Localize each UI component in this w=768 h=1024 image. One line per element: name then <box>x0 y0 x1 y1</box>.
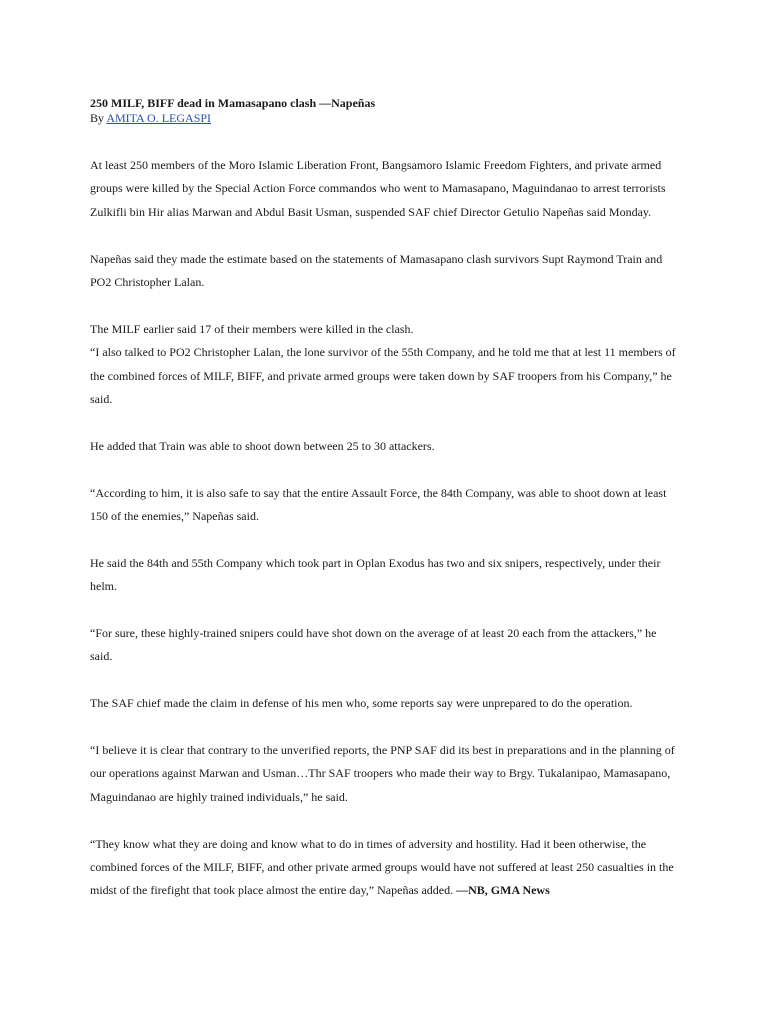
byline-prefix: By <box>90 111 107 125</box>
paragraph-9: The SAF chief made the claim in defense of his men who, some reports say were unprepared to do the operation. <box>90 696 633 711</box>
paragraph-6: “According to him, it is also safe to say that the entire Assault Force, the 84th Company, was able to shoot down at least 150 of the enemies,” Napeñas said. <box>90 485 667 524</box>
paragraph-4: “I also talked to PO2 Christopher Lalan, the lone survivor of the 55th Company, and he told me that at lest 11 members of the combined forces of MILF, BIFF, and private armed groups were taken down by SAF troopers from his Company,” he said. <box>90 345 676 407</box>
article-title: 250 MILF, BIFF dead in Mamasapano clash —Napeñas <box>90 96 376 110</box>
paragraph-10: “I believe it is clear that contrary to the unverified reports, the PNP SAF did its best in preparations and in the planning of our operations against Marwan and Usman…Thr SAF troopers who made their way to Brgy. Tukalanipao, Mamasapano, Maguindanao are highly trained individuals,” he said. <box>90 743 675 804</box>
author-link[interactable]: AMITA O. LEGASPI <box>106 111 212 125</box>
paragraph-1: At least 250 members of the Moro Islamic Liberation Front, Bangsamoro Islamic Freedom Fighters, and private armed groups were killed by the Special Action Force commandos who went to Mamasapano, Maguindanao to arrest terrorists Zulkifli bin Hir alias Marwan and Abdul Basit Usman, suspended SAF chief Director Getulio Napeñas said Monday. <box>90 158 666 219</box>
paragraph-11 <box>90 833 680 903</box>
paragraph-2: Napeñas said they made the estimate based on the statements of Mamasapano clash survivors Supt Raymond Train and PO2 Christopher Lalan. <box>90 251 663 290</box>
byline <box>90 111 680 126</box>
paragraph-5: He added that Train was able to shoot down between 25 to 30 attackers. <box>90 438 435 453</box>
paragraph-11-text: “They know what they are doing and know what to do in times of adversity and hostility. Had it been otherwise, the combined forces of the MILF, BIFF, and other private armed groups would have not suffered at least 250 casualties in the midst of the firefight that took place almost the entire day,” Napeñas added. <box>90 836 674 898</box>
paragraph-8: “For sure, these highly-trained snipers could have shot down on the average of at least 20 each from the attackers,” he said. <box>90 626 657 664</box>
paragraph-3: The MILF earlier said 17 of their members were killed in the clash. <box>90 321 414 336</box>
article <box>90 96 680 926</box>
news-credit: —NB, GMA News <box>456 883 550 898</box>
paragraph-7: He said the 84th and 55th Company which took part in Oplan Exodus has two and six snipers, respectively, under their helm. <box>90 555 661 594</box>
